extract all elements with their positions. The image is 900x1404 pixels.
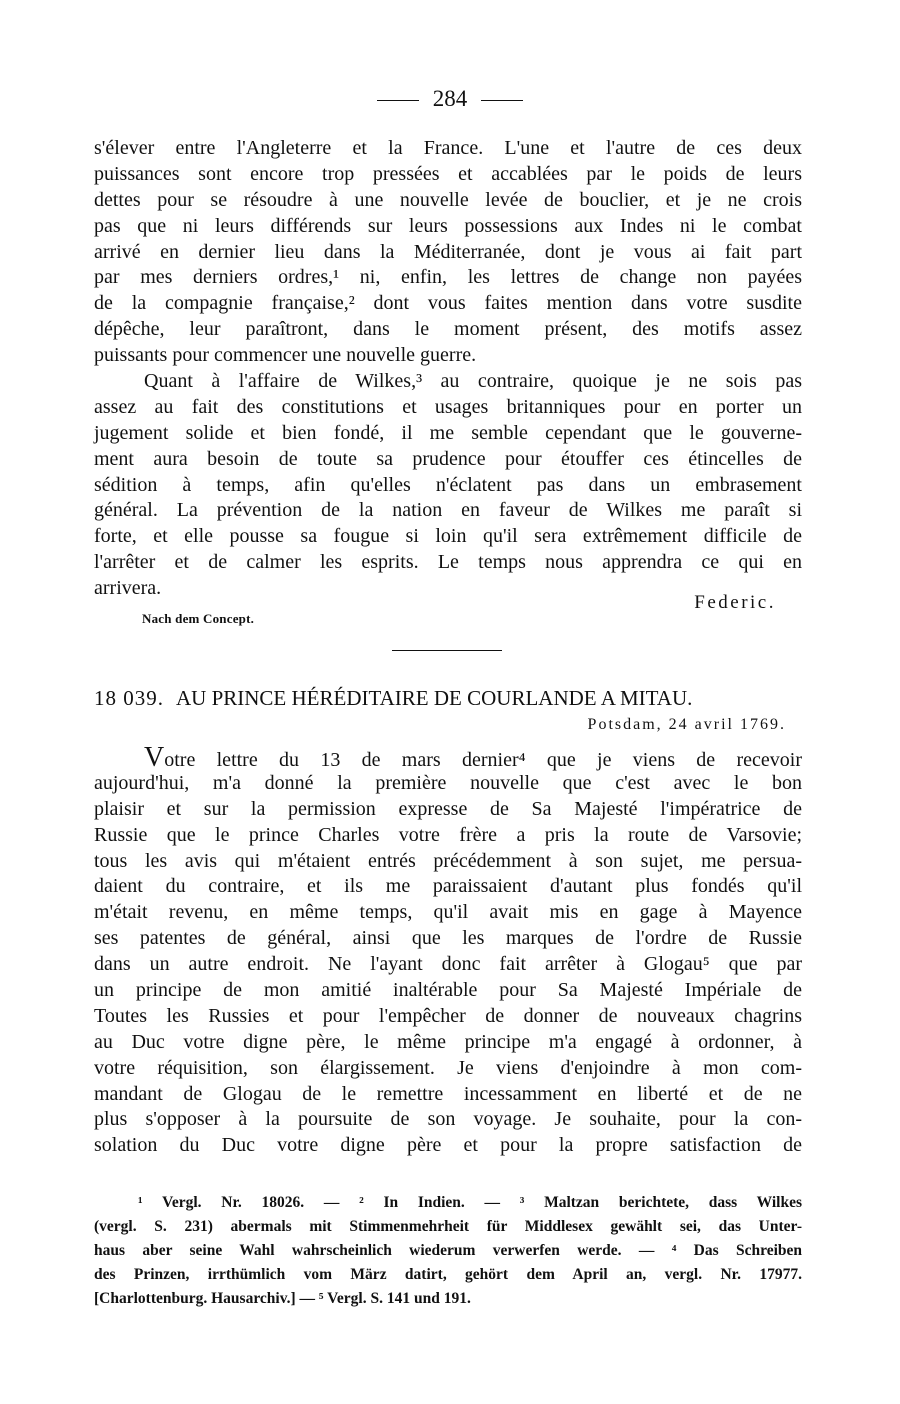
text-line: ses patentes de général, ainsi que les marques de l'ordre de Russie xyxy=(94,927,802,950)
text-line: assez au fait des constitutions et usages britanniques pour en porter un xyxy=(94,395,802,418)
drop-cap: V xyxy=(144,742,165,773)
header-dash-left xyxy=(377,100,419,101)
text-line: ment aura besoin de toute sa prudence pour étouffer ces étincelles de xyxy=(94,447,802,470)
text-line: plus s'opposer à la poursuite de son voyage. Je souhaite, pour la con- xyxy=(94,1108,802,1131)
text-line: un principe de mon amitié inaltérable pour Sa Majesté Impériale de xyxy=(94,979,802,1002)
text-line: solation du Duc votre digne père et pour la propre satisfaction de xyxy=(94,1134,802,1157)
footnote-line: (vergl. S. 231) abermals mit Stimmenmehrheit für Middlesex gewählt sei, das Unter- xyxy=(94,1218,802,1235)
text-line: dépêche, leur paraîtront, dans le moment présent, des motifs assez xyxy=(94,318,802,341)
text-line: plaisir et sur la permission expresse de Sa Majesté l'impératrice de xyxy=(94,797,802,820)
source-note: Nach dem Concept. xyxy=(142,611,255,626)
signature: Federic. xyxy=(694,592,776,613)
footnotes xyxy=(94,1191,802,1311)
text-line: s'élever entre l'Angleterre et la France. L'une et l'autre de ces deux xyxy=(94,137,802,159)
letter-title: AU PRINCE HÉRÉDITAIRE DE COURLANDE A MITAU. xyxy=(176,686,693,710)
page-header xyxy=(0,86,900,112)
first-line-rest: otre lettre du 13 de mars dernier⁴ que je viens de recevoir xyxy=(164,749,802,771)
text-line: général. La prévention de la nation en faveur de Wilkes me paraît si xyxy=(94,499,802,522)
text-line: Quant à l'affaire de Wilkes,³ au contraire, quoique je ne sois pas xyxy=(144,370,802,393)
footnote-line: ¹ Vergl. Nr. 18026. — ² In Indien. — ³ Maltzan berichtete, dass Wilkes xyxy=(138,1194,802,1211)
text-line: sédition à temps, afin qu'elles n'éclatent pas dans un embrasement xyxy=(94,473,802,496)
footnote-line: [Charlottenburg. Hausarchiv.] — ⁵ Vergl. S. 141 und 191. xyxy=(94,1290,471,1307)
letter-continuation-text xyxy=(94,136,802,602)
text-line: l'arrêter et de calmer les esprits. Le temps nous apprendra ce qui en xyxy=(94,551,802,574)
letter-body-text xyxy=(94,742,802,1159)
text-line: au Duc votre digne père, le même principe m'a engagé à ordonner, à xyxy=(94,1030,802,1053)
text-line: de la compagnie française,² dont vous faites mention dans votre susdite xyxy=(94,292,802,315)
letter-date: 24 avril 1769. xyxy=(668,716,786,733)
letter-dateline xyxy=(94,716,786,734)
text-line: daient du contraire, et ils me paraissaient d'autant plus fondés qu'il xyxy=(94,875,802,898)
text-line: arrivera. xyxy=(94,577,162,600)
text-line: puissants pour commencer une nouvelle guerre. xyxy=(94,344,477,367)
page-number: 284 xyxy=(432,86,468,111)
text-line: m'était revenu, en même temps, qu'il avait mis en gage à Mayence xyxy=(94,901,802,924)
text-line: votre réquisition, son élargissement. Je viens d'enjoindre à mon com- xyxy=(94,1056,802,1079)
text-line: Toutes les Russies et pour l'empêcher de donner de nouveaux chagrins xyxy=(94,1004,802,1027)
text-line: dettes pour se résoudre à une nouvelle levée de bouclier, et je ne crois xyxy=(94,188,802,211)
text-line: puissances sont encore trop pressées et accablées par le poids de leurs xyxy=(94,162,802,185)
text-line: mandant de Glogau de le remettre incessamment en liberté et de ne xyxy=(94,1082,802,1105)
footnote-line: haus aber seine Wahl wahrscheinlich wiederum verwerfen werde. — ⁴ Das Schreiben xyxy=(94,1242,802,1259)
text-line: tous les avis qui m'étaient entrés précédemment à son sujet, me persua- xyxy=(94,849,802,872)
footnote-line: des Prinzen, irrthümlich vom März datirt, gehört dem April an, vergl. Nr. 17977. xyxy=(94,1266,802,1283)
header-dash-right xyxy=(481,100,523,101)
section-divider xyxy=(392,650,502,651)
text-line: Russie que le prince Charles votre frère a pris la route de Varsovie; xyxy=(94,823,802,846)
text-line: par mes derniers ordres,¹ ni, enfin, les lettres de change non payées xyxy=(94,266,802,289)
text-line: aujourd'hui, m'a donné la première nouvelle que c'est avec le bon xyxy=(94,771,802,794)
text-line xyxy=(94,742,802,773)
text-line: arrivé en dernier lieu dans la Méditerranée, dont je vous ai fait part xyxy=(94,240,802,263)
text-line: jugement solide et bien fondé, il me semble cependant que le gouverne- xyxy=(94,421,802,444)
text-line: dans un autre endroit. Ne l'ayant donc fait arrêter à Glogau⁵ que par xyxy=(94,953,802,976)
letter-place: Potsdam, xyxy=(587,716,663,733)
text-line: forte, et elle pousse sa fougue si loin qu'il sera extrêmement difficile de xyxy=(94,525,802,548)
letter-number: 18 039. xyxy=(94,686,164,710)
letter-heading xyxy=(94,686,806,711)
text-line: pas que ni leurs différends sur leurs possessions aux Indes ni le combat xyxy=(94,214,802,237)
